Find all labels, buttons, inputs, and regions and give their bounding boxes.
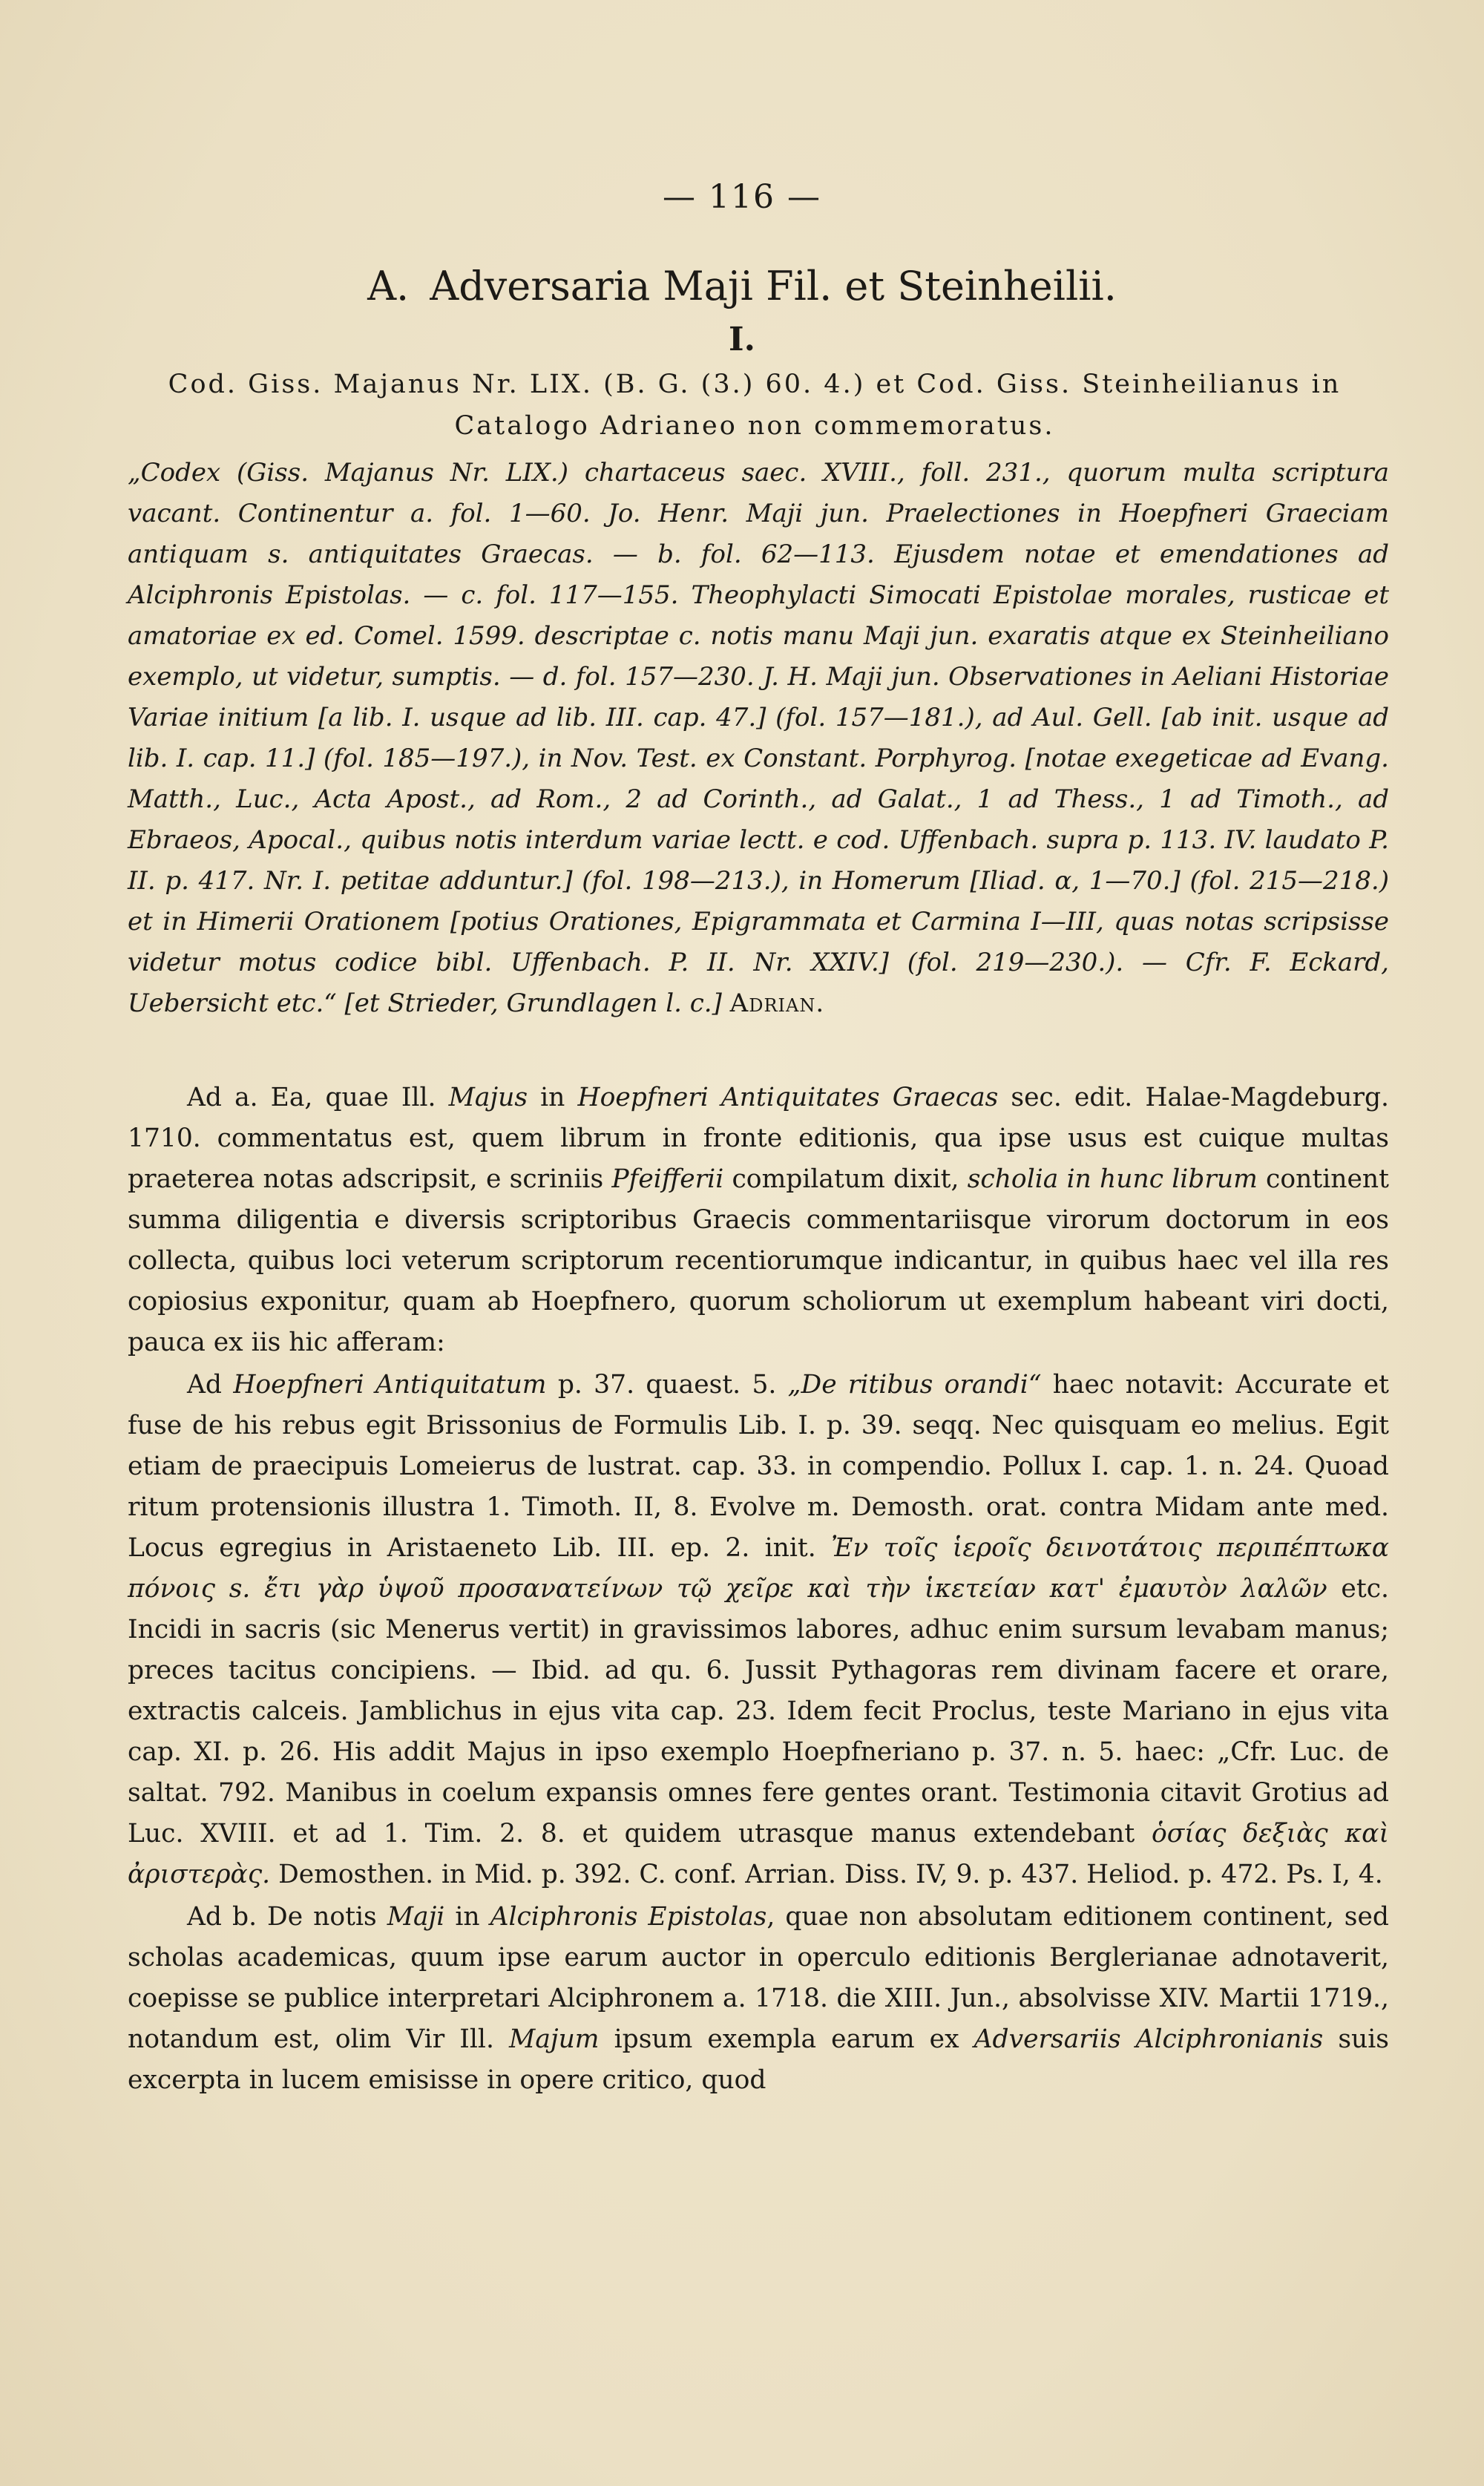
paragraph-ad-a xyxy=(128,1078,1389,1363)
p1-text-1: in xyxy=(528,1083,578,1112)
paragraph-ad-b xyxy=(128,1897,1389,2101)
p1-text-2: sec. edit. Halae-Magdeburg. 1710. commentatus est, quem librum in fronte editionis, qua ipse usus est cuique multas praeterea notas adscripsit, e scriniis xyxy=(128,1083,1389,1194)
title-text: Adversaria Maji Fil. et Steinheilii. xyxy=(430,263,1117,309)
quote-text: „Codex (Giss. Majanus Nr. LIX.) chartaceus saec. XVIII., foll. 231., quorum multa scriptura vacant. Continentur a. fol. 1—60. Jo. Henr. Maji jun. Praelectiones in Hoepfneri Graeciam antiquam s. antiquitates Graecas. — b. fol. 62—113. Ejusdem notae et emendationes ad Alciphronis Epistolas. — c. fol. 117—155. Theophylacti Simocati Epistolae morales, rusticae et amatoriae ex ed. Comel. 1599. descriptae c. notis manu Maji jun. exaratis atque ex Steinheiliano exemplo, ut videtur, sumptis. — d. fol. 157—230. J. H. Maji jun. Observationes in Aeliani Historiae Variae initium [a lib. I. usque ad lib. III. cap. 47.] (fol. 157—181.), ad Aul. Gell. [ab init. usque ad lib. I. cap. 11.] (fol. 185—197.), in Nov. Test. ex Constant. Porphyrog. [notae exegeticae ad Evang. Matth., Luc., Acta Apost., ad Rom., 2 ad Corinth., ad Galat., 1 ad Thess., 1 ad Timoth., ad Ebraeos, Apocal., quibus notis interdum variae lectt. e cod. Uffenbach. supra p. 113. IV. laudato P. II. p. 417. Nr. I. petitae adduntur.] (fol. 198—213.), in Homerum [Iliad. α, 1—70.] (fol. 215—218.) et in Himerii Orationem [potius Orationes, Epigrammata et Carmina I—III, quas notas scripsisse videtur motus codice bibl. Uffenbach. P. II. Nr. XXIV.] (fol. 219—230.). — Cfr. F. Eckard, Uebersicht etc.“ [et Strieder, Grundlagen l. c.] xyxy=(128,458,1389,1018)
page-number: — 116 — xyxy=(663,178,821,216)
quote-signature: Adrian. xyxy=(729,988,825,1018)
body-text xyxy=(128,1078,1389,2101)
p2-text-3: etc. Incidi in sacris (sic Menerus vertit) in gravissimos labores, adhuc enim sursum levabam manus; preces tacitus concipiens. — Ibid. ad qu. 6. Jussit Pythagoras rem divinam facere et orare, extractis calceis. Jamblichus in ejus vita cap. 23. Idem fecit Proclus, teste Mariano in ejus vita cap. XI. p. 26. His addit Majus in ipso exemplo Hoepfneriano p. 37. n. 5. haec: „Cfr. Luc. de saltat. 792. Manibus in coelum expansis omnes fere gentes orant. Testimonia citavit Grotius ad Luc. XVIII. et ad 1. Tim. 2. 8. et quidem utrasque manus extendebant xyxy=(128,1574,1389,1849)
p1-italic-3: Pfeifferii xyxy=(611,1164,724,1194)
p1-text-4: continent summa diligentia e diversis scriptoribus Graecis commentariisque virorum doctorum in eos collecta, quibus loci veterum scriptorum recentiorumque indicantur, in quibus haec vel illa res copiosius exponitur, quam ab Hoepfnero, quorum scholiorum ut exemplum habeant viri docti, pauca ex iis hic afferam: xyxy=(128,1164,1389,1357)
p2-italic-2: „De ritibus orandi“ xyxy=(787,1370,1042,1400)
p3-text-2: , quae non absolutam editionem continent, sed scholas academicas, quum ipse earum auctor in operculo editionis Berglerianae adnotaverit, coepisse se publice interpretari Alciphronem a. 1718. die XIII. Jun., absolvisse XIV. Martii 1719., notandum est, olim Vir Ill. xyxy=(128,1902,1390,2054)
p1-lead: Ad a. Ea, quae Ill. xyxy=(187,1083,449,1112)
p1-italic-4: scholia in hunc librum xyxy=(967,1164,1258,1194)
p2-text-1: p. 37. quaest. 5. xyxy=(546,1370,788,1400)
p1-italic-1: Majus xyxy=(448,1083,528,1112)
p1-text-3: compilatum dixit, xyxy=(723,1164,968,1194)
p3-italic-1: Maji xyxy=(387,1902,445,1932)
p3-text-1: in xyxy=(444,1902,490,1932)
p2-text-2: haec notavit: Accurate et fuse de his rebus egit Brissonius de Formulis Lib. I. p. 39. seqq. Nec quisquam eo melius. Egit etiam de praecipuis Lomeierus de lustrat. cap. 33. in compendio. Pollux I. cap. 1. n. 24. Quoad ritum protensionis illustra 1. Timoth. II, 8. Evolve m. Demosth. orat. contra Midam ante med. Locus egregius in Aristaeneto Lib. III. ep. 2. init. xyxy=(128,1370,1390,1563)
p3-text-3: ipsum exempla earum ex xyxy=(599,2024,974,2054)
codex-description-quote xyxy=(128,453,1389,1024)
section-number: I. xyxy=(729,321,755,358)
title-letter: A. xyxy=(367,263,410,309)
p2-lead: Ad xyxy=(187,1370,234,1400)
p2-text-4: Demosthen. in Mid. p. 392. C. conf. Arrian. Diss. IV, 9. p. 437. Heliod. p. 472. Ps. I, 4. xyxy=(270,1860,1383,1889)
paragraph-ad-hoepfneri xyxy=(128,1365,1389,1895)
p3-italic-3: Majum xyxy=(509,2024,600,2054)
p2-greek-phrase: ὁσίας δεξιὰς καὶ ἀριστερὰς. xyxy=(128,1819,1389,1889)
p3-italic-4: Adversariis Alciphronianis xyxy=(974,2024,1324,2054)
p2-greek-quote: Ἐν τοῖς ἱεροῖς δεινοτάτοις περιπέπτωκα πόνοις s. ἔτι γὰρ ὑψοῦ προσανατείνων τῷ χεῖρε καὶ τὴν ἱκετείαν κατ' ἐμαυτὸν λαλῶν xyxy=(128,1533,1390,1604)
p3-text-4: suis excerpta in lucem emisisse in opere critico, quod xyxy=(128,2024,1389,2095)
codex-heading: Cod. Giss. Majanus Nr. LIX. (B. G. (3.) 60. 4.) et Cod. Giss. Steinheilianus in Catalogo Adrianeo non commemoratus. xyxy=(168,370,1342,441)
p1-italic-2: Hoepfneri Antiquitates Graecas xyxy=(577,1083,999,1112)
p3-lead: Ad b. De notis xyxy=(187,1902,387,1932)
page-title xyxy=(0,263,1484,309)
p2-italic-1: Hoepfneri Antiquitatum xyxy=(233,1370,547,1400)
p3-italic-2: Alciphronis Epistolas xyxy=(490,1902,767,1932)
